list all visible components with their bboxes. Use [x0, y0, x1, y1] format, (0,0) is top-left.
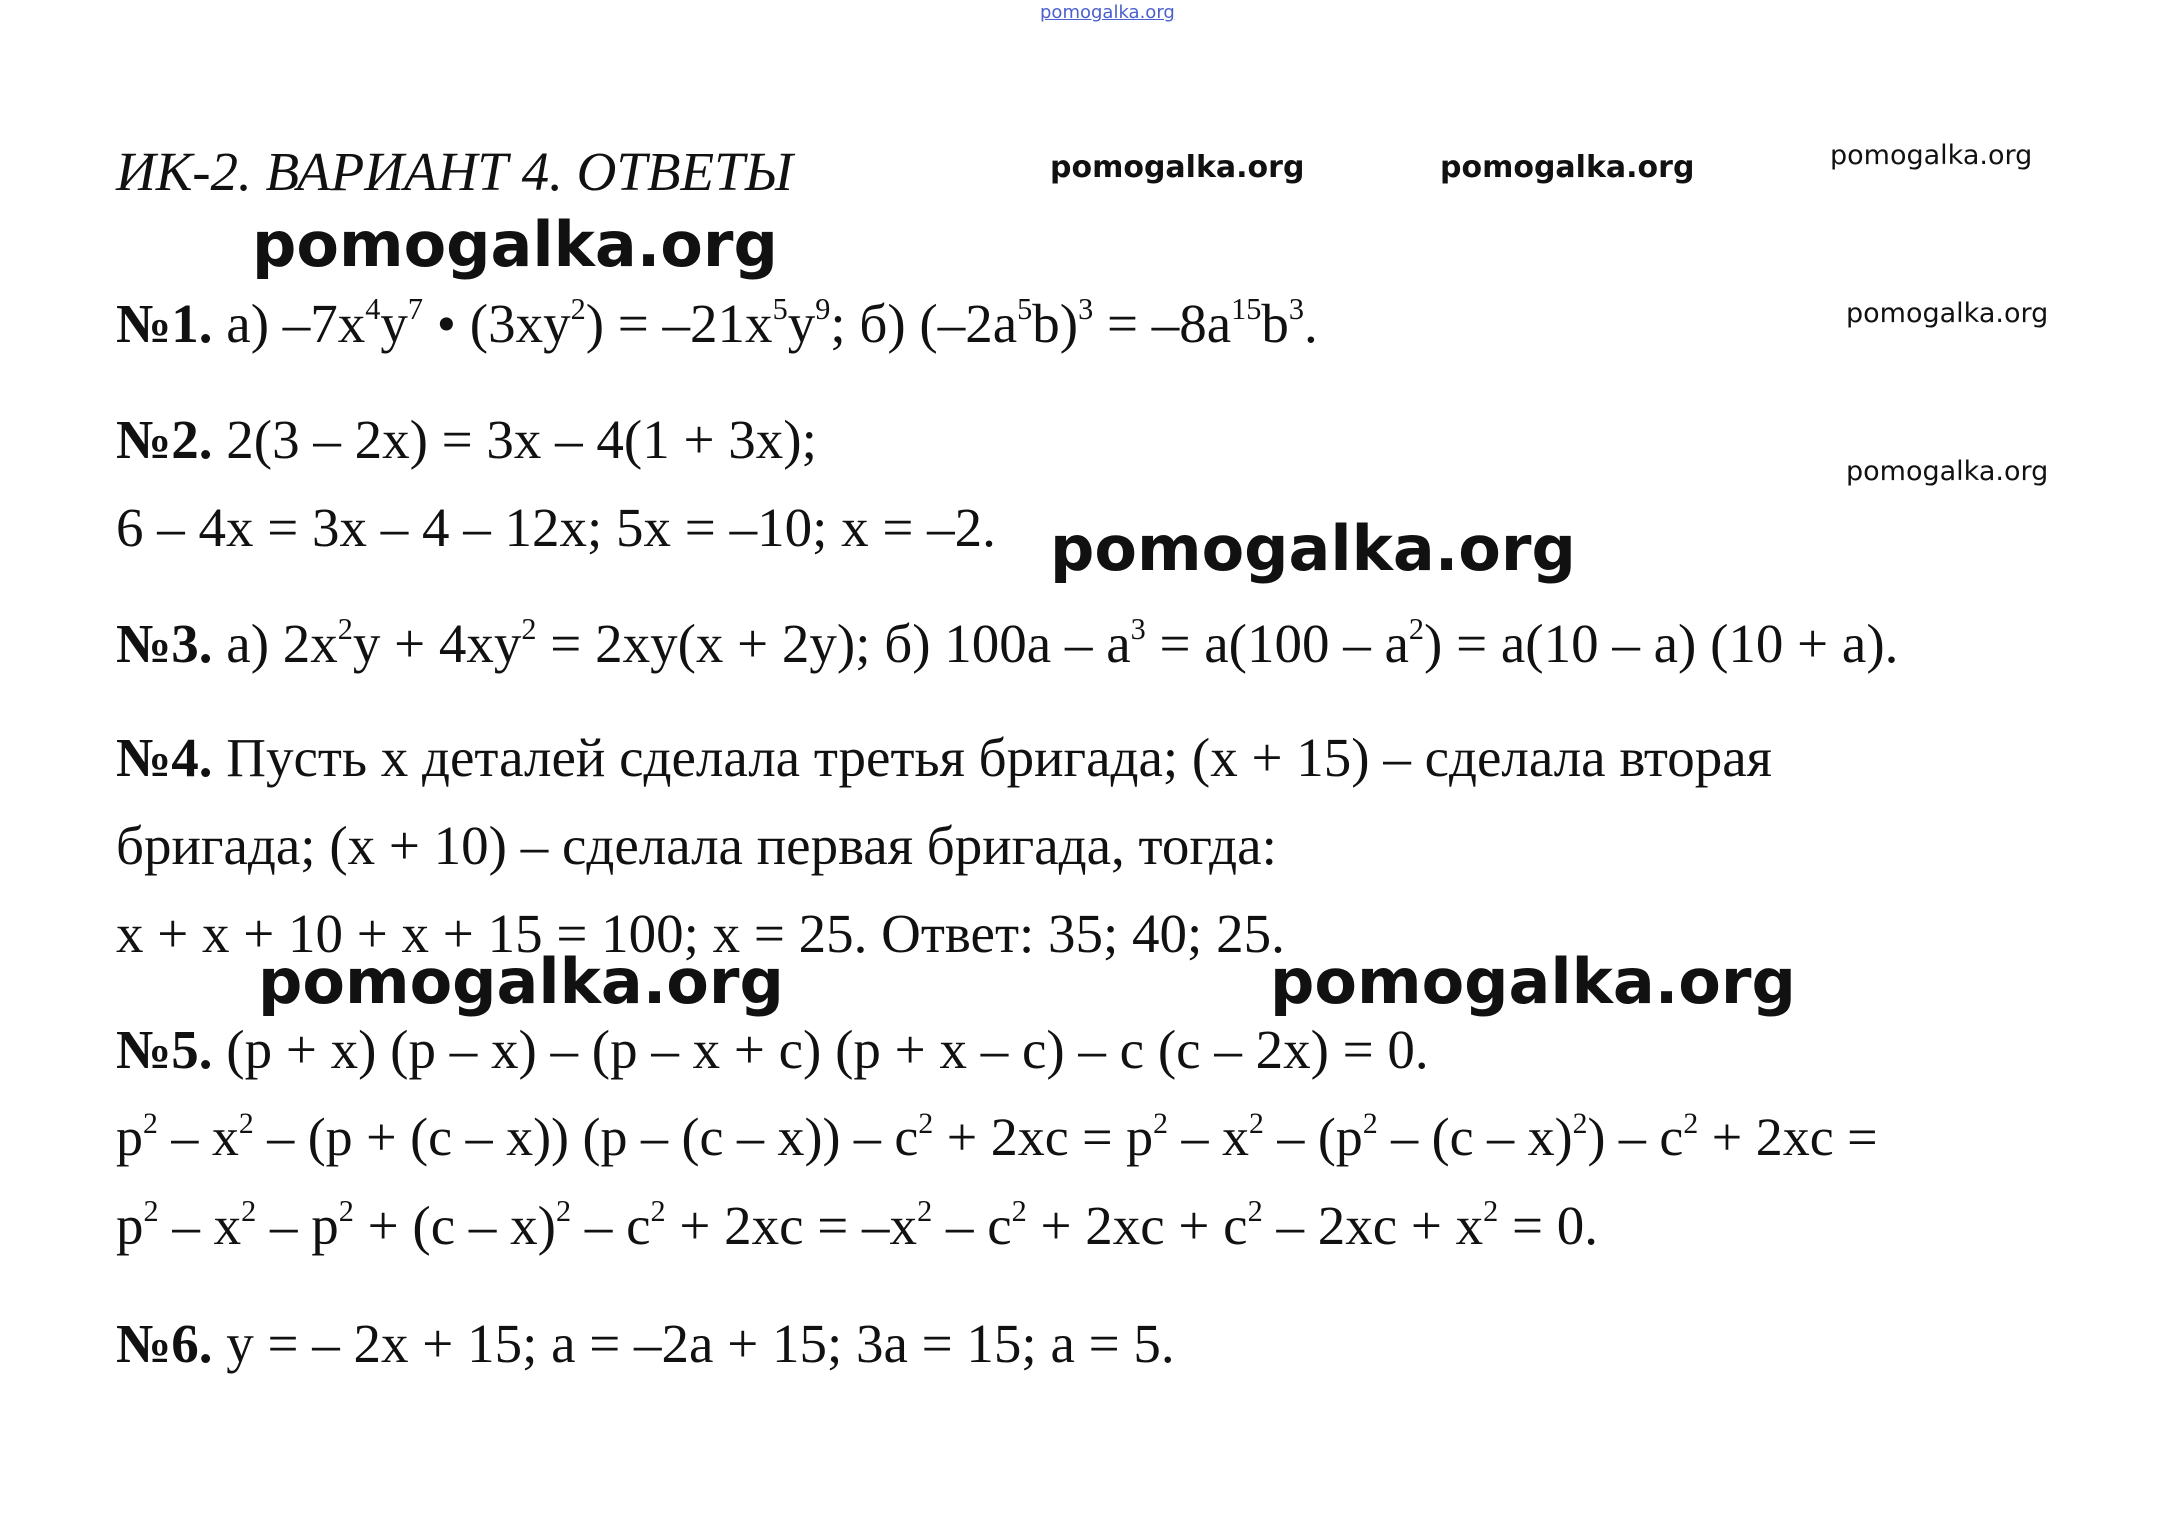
formula-part: – x — [157, 1107, 239, 1167]
exponent: 2 — [1153, 1107, 1168, 1140]
formula-part: а) 2x — [212, 613, 338, 674]
exponent: 2 — [1362, 1107, 1378, 1140]
formula-part: + 2xc = — [1698, 1107, 1878, 1167]
formula-part: 2(3 – 2x) = 3x – 4(1 + 3x); — [212, 409, 817, 470]
exponent: 2 — [1572, 1107, 1588, 1140]
exponent: 2 — [337, 612, 353, 647]
exponent: 2 — [1683, 1107, 1699, 1140]
exponent: 2 — [650, 1194, 666, 1229]
exponent: 2 — [1408, 612, 1425, 647]
formula-part: (p + x) (p – x) – (p – x + c) (p + x – c) – c (c – 2x) = 0. — [212, 1019, 1429, 1080]
formula-part: p — [116, 1107, 143, 1167]
formula-part: 6 – 4x = 3x – 4 – 12x; 5x = –10; x = –2. — [116, 497, 996, 558]
task-5-line-1 — [116, 1019, 1429, 1080]
exponent: 3 — [1130, 612, 1146, 647]
formula-part: + (c – x) — [353, 1195, 556, 1256]
formula-part: + 2xc + c — [1026, 1195, 1248, 1256]
formula-part: – (p + (c – x)) (p – (c – x)) – c — [253, 1107, 919, 1167]
watermark: pomogalka.org — [1270, 945, 1796, 1018]
formula-part: ) = a(10 – a) (10 + a). — [1424, 613, 1899, 674]
exponent: 2 — [1248, 1107, 1264, 1140]
task-2-line-1 — [116, 409, 817, 470]
exponent: 2 — [238, 1107, 254, 1140]
formula-part: x + x + 10 + x + 15 = 100; x = 25. Ответ: 35; 40; 25. — [116, 903, 1285, 964]
watermark: pomogalka.org — [1830, 140, 2033, 171]
formula-part: – c — [932, 1195, 1012, 1256]
task-1-number: №1. — [116, 293, 213, 354]
formula-part: ) = –21x — [585, 293, 773, 354]
watermark: pomogalka.org — [252, 208, 778, 281]
watermark: pomogalka.org — [258, 945, 784, 1018]
exponent: 2 — [918, 1107, 934, 1140]
task-5-number: №5. — [116, 1019, 213, 1080]
formula-part: b — [1261, 293, 1289, 354]
formula-part: ; б) (–2a — [830, 293, 1018, 354]
exponent: 9 — [815, 292, 831, 327]
formula-part: b) — [1032, 293, 1079, 354]
exponent: 2 — [241, 1194, 257, 1229]
formula-part: y — [380, 293, 408, 354]
exponent: 2 — [570, 292, 586, 327]
task-4-line-1 — [116, 727, 1772, 788]
formula-part: + 2xc = p — [933, 1107, 1154, 1167]
exponent: 7 — [407, 292, 424, 327]
watermark: pomogalka.org — [1846, 456, 2049, 487]
formula-part: = 0. — [1498, 1195, 1599, 1256]
task-4-number: №4. — [116, 727, 213, 788]
formula-part: y — [787, 293, 816, 354]
watermark: pomogalka.org — [1846, 298, 2049, 329]
watermark: pomogalka.org — [1440, 150, 1695, 185]
exponent: 5 — [1017, 292, 1033, 327]
formula-part: = 2xy(x + 2y); б) 100a – a — [536, 613, 1131, 674]
formula-part: – 2xc + x — [1262, 1195, 1484, 1256]
task-3-line — [116, 612, 1899, 674]
task-3-number: №3. — [116, 613, 213, 674]
page-title: ИК-2. ВАРИАНТ 4. ОТВЕТЫ — [116, 141, 793, 202]
exponent: 2 — [338, 1194, 354, 1229]
formula-part: y + 4xy — [352, 613, 522, 674]
exponent: 2 — [521, 612, 537, 647]
exponent: 3 — [1288, 292, 1305, 327]
exponent: 4 — [365, 292, 381, 327]
formula-part: + 2xc = –x — [665, 1195, 918, 1256]
task-5-line-2 — [116, 1107, 1878, 1167]
task-5-line-3 — [116, 1194, 1599, 1256]
task-6-line — [116, 1313, 1175, 1374]
watermark: pomogalka.org — [1050, 150, 1305, 185]
formula-part: ) – c — [1587, 1107, 1684, 1167]
formula-part: бригада; (x + 10) – сделала первая бригада, тогда: — [116, 815, 1277, 876]
formula-part: – x — [1167, 1107, 1249, 1167]
formula-part: а) –7x — [212, 293, 366, 354]
exponent: 15 — [1231, 292, 1262, 327]
task-4-line-2 — [116, 815, 1277, 876]
formula-part: • (3xy — [423, 293, 571, 354]
exponent: 2 — [143, 1107, 158, 1140]
top-watermark-link[interactable]: pomogalka.org — [1040, 2, 1175, 23]
task-6-number: №6. — [116, 1313, 213, 1374]
exponent: 2 — [555, 1194, 572, 1229]
formula-part: – c — [571, 1195, 651, 1256]
formula-part: = –8a — [1093, 293, 1232, 354]
exponent: 2 — [917, 1194, 933, 1229]
exponent: 2 — [143, 1194, 159, 1229]
formula-part: – x — [158, 1195, 242, 1256]
exponent: 3 — [1078, 292, 1094, 327]
exponent: 2 — [1247, 1194, 1263, 1229]
formula-part: Пусть x деталей сделала третья бригада; (x + 15) – сделала вторая — [212, 727, 1772, 788]
exponent: 2 — [1011, 1194, 1027, 1229]
formula-part: p — [116, 1195, 144, 1256]
task-2-line-2 — [116, 497, 996, 558]
exponent: 2 — [1483, 1194, 1499, 1229]
formula-part: – p — [256, 1195, 339, 1256]
watermark: pomogalka.org — [1050, 512, 1576, 585]
exponent: 5 — [772, 292, 788, 327]
formula-part: – (c – x) — [1377, 1107, 1573, 1167]
task-4-line-3 — [116, 903, 1285, 964]
formula-part: – (p — [1263, 1107, 1363, 1167]
task-1-line — [116, 292, 1318, 354]
formula-part: y = – 2x + 15; a = –2a + 15; 3a = 15; a = 5. — [212, 1313, 1175, 1374]
task-2-number: №2. — [116, 409, 213, 470]
formula-part: = a(100 – a — [1145, 613, 1409, 674]
formula-part: . — [1304, 293, 1318, 354]
